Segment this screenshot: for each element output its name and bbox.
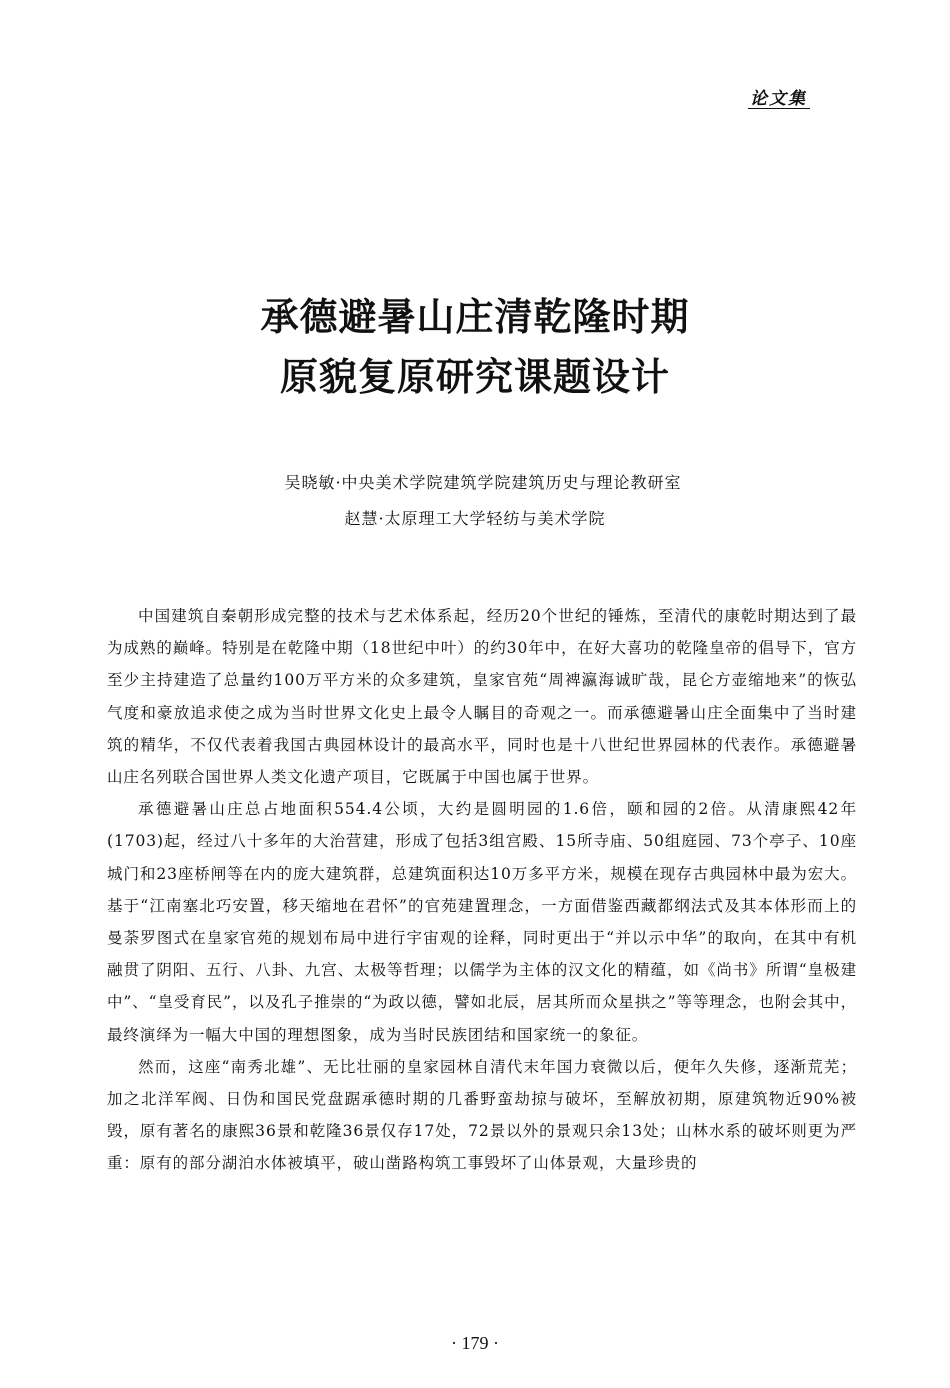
- body-paragraph-1: 中国建筑自秦朝形成完整的技术与艺术体系起，经历20个世纪的锤炼，至清代的康乾时期达到了最为成熟的巅峰。特别是在乾隆中期（18世纪中叶）的约30年中，在好大喜功的乾隆皇帝的倡导下，官方至少主持建造了总量约100万平方米的众多建筑，皇家官苑“周裨瀛海诚旷哉，昆仑方壶缩地来”的恢弘气度和豪放追求使之成为当时世界文化史上最令人瞩目的奇观之一。而承德避暑山庄全面集中了当时建筑的精华，不仅代表着我国古典园林设计的最高水平，同时也是十八世纪世界园林的代表作。承德避暑山庄名列联合国世界人类文化遗产项目，它既属于中国也属于世界。: [107, 607, 857, 787]
- author-affiliation-1: 吴晓敏·中央美术学院建筑学院建筑历史与理论教研室: [284, 473, 682, 492]
- paper-title-line-1: 承德避暑山庄清乾隆时期: [260, 295, 690, 339]
- body-text: [107, 600, 857, 1180]
- body-paragraph-3: 然而，这座“南秀北雄”、无比壮丽的皇家园林自清代末年国力衰微以后，便年久失修，逐渐荒芜；加之北洋军阀、日伪和国民党盘踞承德时期的几番野蛮劫掠与破坏，至解放初期，原建筑物近90%被毁，原有著名的康熙36景和乾隆36景仅存17处，72景以外的景观只余13处；山林水系的破坏则更为严重：原有的部分湖泊水体被填平，破山凿路构筑工事毁坏了山体景观，大量珍贵的: [107, 1057, 857, 1173]
- body-paragraph-2: 承德避暑山庄总占地面积554.4公顷，大约是圆明园的1.6倍，颐和园的2倍。从清康熙42年(1703)起，经过八十多年的大治营建，形成了包括3组宫殿、15所寺庙、50组庭园、73个亭子、10座城门和23座桥闸等在内的庞大建筑群，总建筑面积达10万多平方米，规模在现存古典园林中最为宏大。基于“江南塞北巧安置，移天缩地在君怀”的官苑建置理念，一方面借鉴西藏都纲法式及其本体形而上的曼荼罗图式在皇家官苑的规划布局中进行宇宙观的诠释，同时更出于“并以示中华”的取向，在其中有机融贯了阴阳、五行、八卦、九宫、太极等哲理；以儒学为主体的汉文化的精蕴，如《尚书》所谓“皇极建中”、“皇受育民”，以及孔子推崇的“为政以德，譬如北辰，居其所而众星拱之”等等理念，也附会其中，最终演绎为一幅大中国的理想图象，成为当时民族团结和国家统一的象征。: [107, 800, 857, 1044]
- header-rule: [748, 108, 810, 109]
- journal-header-label: 论文集: [750, 89, 807, 109]
- author-affiliation-2: 赵慧·太原理工大学轻纺与美术学院: [344, 509, 606, 528]
- paper-title-line-2: 原貌复原研究课题设计: [279, 355, 670, 399]
- page-number: · 179 ·: [451, 1333, 499, 1353]
